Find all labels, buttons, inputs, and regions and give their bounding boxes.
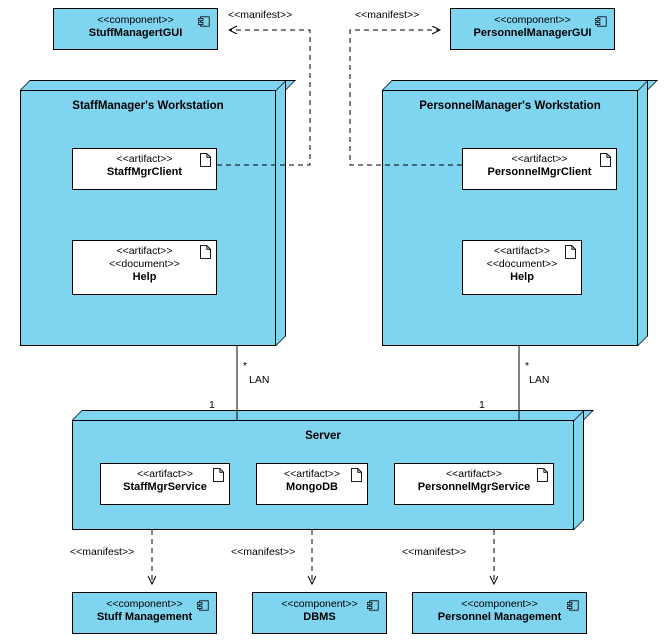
component-icon bbox=[197, 600, 210, 611]
lan-multiplicity-top-right: * bbox=[525, 360, 530, 372]
document-icon bbox=[213, 468, 224, 482]
artifact-label: PersonnelMgrService bbox=[417, 481, 531, 494]
artifact-help-left[interactable] bbox=[72, 240, 217, 295]
artifact-personnelmgrservice[interactable] bbox=[394, 463, 554, 505]
lan-label-left: LAN bbox=[249, 374, 270, 386]
lan-multiplicity-bottom-left: 1 bbox=[209, 399, 215, 411]
component-icon bbox=[567, 600, 580, 611]
artifact-label: StaffMgrService bbox=[123, 481, 207, 494]
component-stuff-management[interactable] bbox=[72, 592, 217, 634]
device-title: PersonnelManager's Workstation bbox=[419, 100, 601, 112]
artifact-stereotype: <<artifact>> bbox=[445, 468, 503, 480]
device-right-right-face bbox=[638, 80, 648, 346]
component-stereotype: <<component>> bbox=[106, 598, 183, 610]
lan-label-right: LAN bbox=[529, 374, 550, 386]
component-icon bbox=[198, 16, 211, 27]
device-title: Server bbox=[305, 430, 341, 442]
manifest-label-staff-gui: <<manifest>> bbox=[228, 9, 293, 21]
device-title: StaffManager's Workstation bbox=[72, 100, 224, 112]
document-icon bbox=[565, 245, 576, 259]
component-label: Personnel Management bbox=[437, 611, 562, 624]
document-icon bbox=[351, 468, 362, 482]
artifact-staffmgrservice[interactable] bbox=[100, 463, 230, 505]
manifest-label-stuff-management: <<manifest>> bbox=[70, 546, 135, 558]
lan-multiplicity-bottom-right: 1 bbox=[479, 399, 485, 411]
artifact-help-right[interactable] bbox=[462, 240, 582, 295]
artifact-mongodb[interactable] bbox=[256, 463, 368, 505]
artifact-stereotype: <<artifact>> bbox=[136, 468, 194, 480]
document-icon bbox=[200, 245, 211, 259]
device-right-top-face bbox=[382, 80, 658, 90]
component-personnel-manager-gui[interactable] bbox=[450, 8, 615, 50]
component-personnel-management[interactable] bbox=[412, 592, 587, 634]
component-label: StuffManagertGUI bbox=[88, 27, 183, 40]
artifact-label: Help bbox=[132, 271, 157, 284]
component-label: Stuff Management bbox=[96, 611, 193, 624]
document-icon bbox=[200, 153, 211, 167]
component-label: PersonnelManagerGUI bbox=[473, 27, 592, 40]
component-stereotype: <<component>> bbox=[281, 598, 358, 610]
component-stereotype: <<component>> bbox=[461, 598, 538, 610]
component-stereotype: <<component>> bbox=[494, 14, 571, 26]
device-staffmanager-workstation[interactable] bbox=[20, 90, 276, 346]
artifact-stereotype: <<artifact>> bbox=[116, 153, 173, 165]
component-icon bbox=[367, 600, 380, 611]
device-left-right-face bbox=[276, 80, 286, 346]
device-left-top-face bbox=[20, 80, 296, 90]
artifact-stereotype-2: <<document>> bbox=[486, 258, 558, 271]
artifact-staffmgrclient[interactable] bbox=[72, 148, 217, 190]
artifact-label: MongoDB bbox=[286, 481, 338, 494]
artifact-stereotype-2: <<document>> bbox=[109, 258, 180, 271]
artifact-stereotype: <<artifact>> bbox=[511, 153, 568, 165]
device-server-right-face bbox=[574, 410, 584, 530]
artifact-label: StaffMgrClient bbox=[106, 166, 183, 179]
artifact-personnelmgrclient[interactable] bbox=[462, 148, 617, 190]
device-personnelmanager-workstation[interactable] bbox=[382, 90, 638, 346]
manifest-label-personnel-gui: <<manifest>> bbox=[355, 9, 420, 21]
component-icon bbox=[595, 16, 608, 27]
artifact-label: PersonnelMgrClient bbox=[487, 166, 592, 179]
artifact-stereotype: <<artifact>> bbox=[283, 468, 341, 480]
manifest-label-dbms: <<manifest>> bbox=[231, 546, 296, 558]
document-icon bbox=[600, 153, 611, 167]
artifact-stereotype: <<artifact>> bbox=[116, 245, 173, 257]
document-icon bbox=[537, 468, 548, 482]
manifest-label-personnel-management: <<manifest>> bbox=[402, 546, 467, 558]
component-dbms[interactable] bbox=[252, 592, 387, 634]
component-stuff-manager-gui[interactable] bbox=[53, 8, 218, 50]
device-server-top-face bbox=[72, 410, 594, 420]
component-stereotype: <<component>> bbox=[97, 14, 174, 26]
artifact-label: Help bbox=[510, 271, 534, 284]
lan-multiplicity-top-left: * bbox=[243, 360, 248, 372]
artifact-stereotype: <<artifact>> bbox=[493, 245, 551, 257]
component-label: DBMS bbox=[303, 611, 336, 624]
